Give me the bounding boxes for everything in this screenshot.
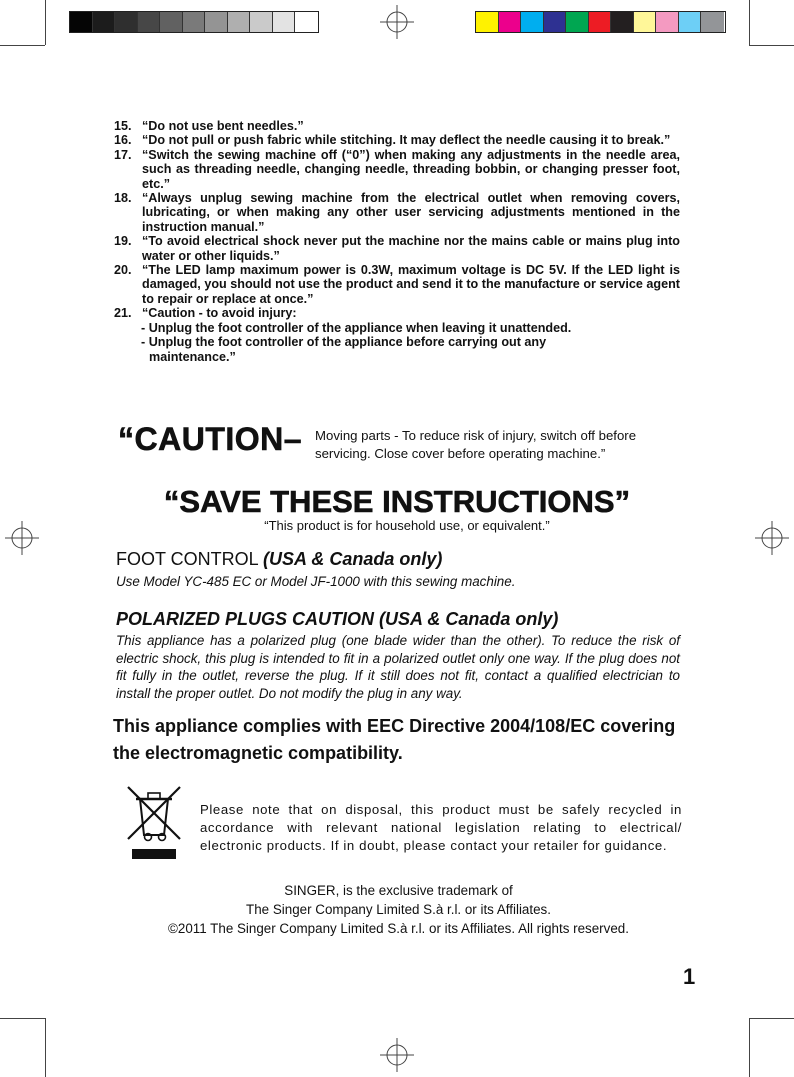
foot-control-title: FOOT CONTROL [116, 549, 259, 569]
foot-control-text: Use Model YC-485 EC or Model JF-1000 with this sewing machine. [116, 574, 516, 589]
safety-instructions-list [114, 119, 680, 364]
list-item-number: 15. [114, 119, 132, 133]
color-swatch [499, 12, 522, 32]
list-item [114, 191, 680, 234]
disposal-notice: Please note that on disposal, this product must be safely recycled in accordance with relevant national legislation relating to electrical/ electronic products. If in doubt, please contact your retailer for guidance. [200, 802, 682, 853]
list-item-number: 21. [114, 306, 132, 321]
trademark-line-2: The Singer Company Limited S.à r.l. or its Affiliates. [246, 902, 551, 917]
list-item [114, 119, 680, 133]
copyright-line: ©2011 The Singer Company Limited S.à r.l. or its Affiliates. All rights reserved. [168, 921, 629, 936]
color-swatch [295, 12, 318, 32]
process-color-bar [475, 11, 726, 33]
registration-mark-icon [380, 5, 414, 39]
crossed-out-wheelie-bin-icon [126, 785, 182, 861]
list-item-number: 17. [114, 147, 132, 162]
list-item [114, 263, 680, 306]
eec-line-2: the electromagnetic compatibility. [113, 743, 403, 763]
color-swatch [679, 12, 702, 32]
list-subitem: maintenance.” [149, 349, 236, 364]
color-swatch [521, 12, 544, 32]
list-item [114, 234, 680, 263]
list-item-text: “Switch the sewing machine off (“0”) when making any adjustments in the needle area, such as threading needle, changing needle, threading bobbin, or changing presser foot, etc.” [142, 147, 680, 191]
list-item-text: “Always unplug sewing machine from the electrical outlet when removing covers, lubricating, or when making any other user servicing adjustments mentioned in the instruction manual.” [142, 191, 680, 234]
household-use-note: “This product is for household use, or equivalent.” [264, 518, 550, 533]
list-item [114, 306, 680, 320]
list-subitem: - Unplug the foot controller of the appliance before carrying out any [141, 335, 547, 350]
list-item-text: “The LED lamp maximum power is 0.3W, maximum voltage is DC 5V. If the LED light is damaged, you should not use the product and send it to the manufacture or service agent to repair or replace at once.” [142, 263, 680, 306]
eec-line-1: This appliance complies with EEC Directive 2004/108/EC covering [113, 716, 676, 736]
polarized-plugs-heading: POLARIZED PLUGS CAUTION (USA & Canada only) [116, 609, 559, 629]
color-swatch [228, 12, 251, 32]
color-swatch [183, 12, 206, 32]
list-item-number: 16. [114, 133, 132, 148]
color-swatch [160, 12, 183, 32]
color-swatch [701, 12, 724, 32]
trademark-line-1: SINGER, is the exclusive trademark of [284, 883, 513, 898]
caution-text: Moving parts - To reduce risk of injury, switch off before servicing. Close cover before operating machine.” [315, 428, 637, 461]
polarized-plugs-text: This appliance has a polarized plug (one blade wider than the other). To reduce the risk of electric shock, this plug is intended to fit in a polarized outlet only one way. If the plug does not fit fully in the outlet, reverse the plug. If it still does not fit, contact a qualified electrician to install the proper outlet. Do not modify the plug in any way. [116, 633, 680, 701]
page-number: 1 [683, 964, 696, 989]
crop-mark [749, 1018, 794, 1019]
list-subitem: - Unplug the foot controller of the appliance when leaving it unattended. [141, 320, 572, 335]
list-item-text: “Do not use bent needles.” [142, 119, 304, 133]
list-item-number: 20. [114, 263, 132, 278]
crop-mark [749, 0, 750, 45]
crop-mark [749, 1018, 750, 1077]
color-swatch [544, 12, 567, 32]
list-item-number: 18. [114, 191, 132, 206]
list-item [114, 148, 680, 191]
caution-heading: “CAUTION– [118, 421, 303, 457]
foot-control-heading [116, 549, 442, 570]
color-swatch [634, 12, 657, 32]
foot-control-region: (USA & Canada only) [263, 549, 443, 569]
list-item [114, 133, 680, 147]
save-instructions-heading: “SAVE THESE INSTRUCTIONS” [163, 484, 631, 519]
color-swatch [589, 12, 612, 32]
list-item-text: “Caution - to avoid injury: [142, 306, 297, 321]
color-swatch [656, 12, 679, 32]
color-swatch [611, 12, 634, 32]
color-swatch [93, 12, 116, 32]
crop-mark [0, 1018, 45, 1019]
crop-mark [749, 45, 794, 46]
eec-compliance-statement [113, 713, 693, 767]
list-item-text: “To avoid electrical shock never put the machine nor the mains cable or mains plug into water or other liquids.” [142, 234, 680, 263]
grayscale-color-bar [69, 11, 319, 33]
color-swatch [250, 12, 273, 32]
registration-mark-icon [380, 1038, 414, 1072]
color-swatch [115, 12, 138, 32]
color-swatch [70, 12, 93, 32]
color-swatch [476, 12, 499, 32]
color-swatch [273, 12, 296, 32]
trademark-footer [0, 881, 794, 938]
crop-mark [0, 45, 45, 46]
color-swatch [205, 12, 228, 32]
list-item-number: 19. [114, 234, 132, 249]
color-swatch [566, 12, 589, 32]
color-swatch [138, 12, 161, 32]
crop-mark [45, 1018, 46, 1077]
list-item-text: “Do not pull or push fabric while stitching. It may deflect the needle causing it to break.” [142, 133, 671, 148]
crop-mark [45, 0, 46, 45]
